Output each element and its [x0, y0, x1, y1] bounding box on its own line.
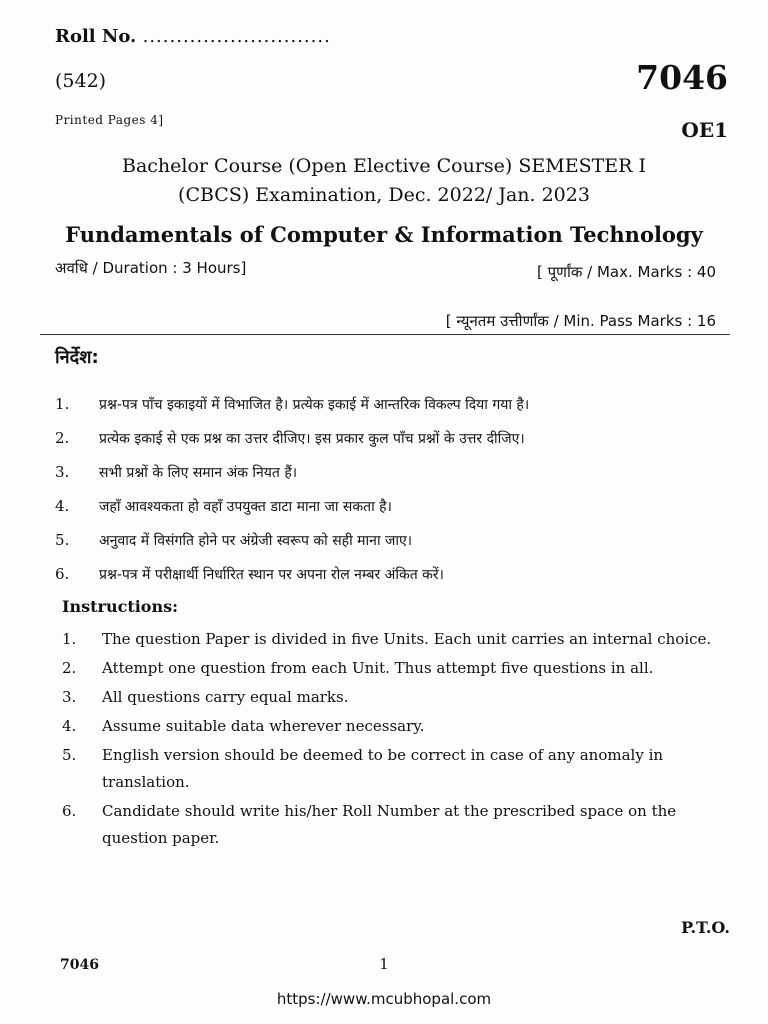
list-item	[62, 713, 712, 740]
list-item	[55, 523, 715, 557]
list-item	[55, 387, 715, 421]
paper-code: (542)	[55, 70, 107, 92]
list-item	[62, 798, 712, 852]
paper-number: 7046	[636, 58, 728, 97]
list-item	[62, 655, 712, 682]
item-number: 6.	[55, 565, 70, 583]
list-item	[55, 489, 715, 523]
item-number: 3.	[55, 463, 70, 481]
divider	[40, 334, 730, 335]
item-text: प्रश्न-पत्र पाँच इकाइयों में विभाजित है। प्रत्येक इकाई में आन्तरिक विकल्प दिया गया है।	[99, 396, 530, 413]
item-number: 4.	[62, 717, 77, 735]
item-text: अनुवाद में विसंगति होने पर अंग्रेजी स्वरूप को सही माना जाए।	[99, 532, 413, 549]
footer-paper-number: 7046	[60, 957, 99, 973]
hindi-instructions-heading: निर्देश:	[55, 347, 99, 368]
english-instructions-list	[62, 626, 712, 854]
min-pass-marks: [ न्यूनतम उत्तीर्णांक / Min. Pass Marks : 16	[445, 312, 716, 330]
item-text: सभी प्रश्नों के लिए समान अंक नियत हैं।	[99, 464, 298, 481]
item-text: All questions carry equal marks.	[102, 688, 349, 706]
item-number: 2.	[55, 429, 70, 447]
subject-title: Fundamentals of Computer & Information Technology	[65, 222, 703, 247]
item-number: 5.	[62, 746, 77, 764]
list-item	[55, 421, 715, 455]
roll-number-line	[55, 26, 331, 47]
item-text: Attempt one question from each Unit. Thus attempt five questions in all.	[102, 659, 654, 677]
course-title-line1: Bachelor Course (Open Elective Course) SEMESTER I	[122, 155, 646, 177]
item-text: The question Paper is divided in five Units. Each unit carries an internal choice.	[102, 630, 712, 648]
duration: अवधि / Duration : 3 Hours]	[55, 259, 247, 277]
roll-label: Roll No.	[55, 26, 137, 47]
item-number: 2.	[62, 659, 77, 677]
item-number: 1.	[62, 630, 77, 648]
website-url[interactable]: https://www.mcubhopal.com	[276, 990, 492, 1008]
please-turn-over: P.T.O.	[681, 918, 730, 937]
max-marks: [ पूर्णांक / Max. Marks : 40	[536, 263, 716, 281]
list-item	[62, 684, 712, 711]
item-text: जहाँ आवश्यकता हो वहाँ उपयुक्त डाटा माना जा सकता है।	[99, 498, 392, 515]
page-number: 1	[379, 955, 389, 973]
list-item	[62, 742, 712, 796]
course-title-line2: (CBCS) Examination, Dec. 2022/ Jan. 2023	[178, 184, 590, 206]
roll-blank: ............................	[142, 26, 331, 47]
printed-pages: Printed Pages 4]	[55, 113, 164, 127]
item-number: 6.	[62, 802, 77, 820]
list-item	[55, 455, 715, 489]
course-code: OE1	[681, 118, 728, 142]
english-instructions-heading: Instructions:	[62, 597, 179, 616]
list-item	[55, 557, 715, 591]
list-item	[62, 626, 712, 653]
item-text: English version should be deemed to be correct in case of any anomaly in translation.	[102, 746, 664, 791]
item-text: प्रत्येक इकाई से एक प्रश्न का उत्तर दीजिए। इस प्रकार कुल पाँच प्रश्नों के उत्तर दीजिए।	[99, 430, 525, 447]
item-number: 1.	[55, 395, 70, 413]
hindi-instructions-list	[55, 387, 715, 591]
item-text: प्रश्न-पत्र में परीक्षार्थी निर्धारित स्थान पर अपना रोल नम्बर अंकित करें।	[99, 566, 444, 583]
item-number: 3.	[62, 688, 77, 706]
item-number: 4.	[55, 497, 70, 515]
item-number: 5.	[55, 531, 70, 549]
item-text: Assume suitable data wherever necessary.	[102, 717, 425, 735]
item-text: Candidate should write his/her Roll Number at the prescribed space on the question paper.	[102, 802, 677, 847]
